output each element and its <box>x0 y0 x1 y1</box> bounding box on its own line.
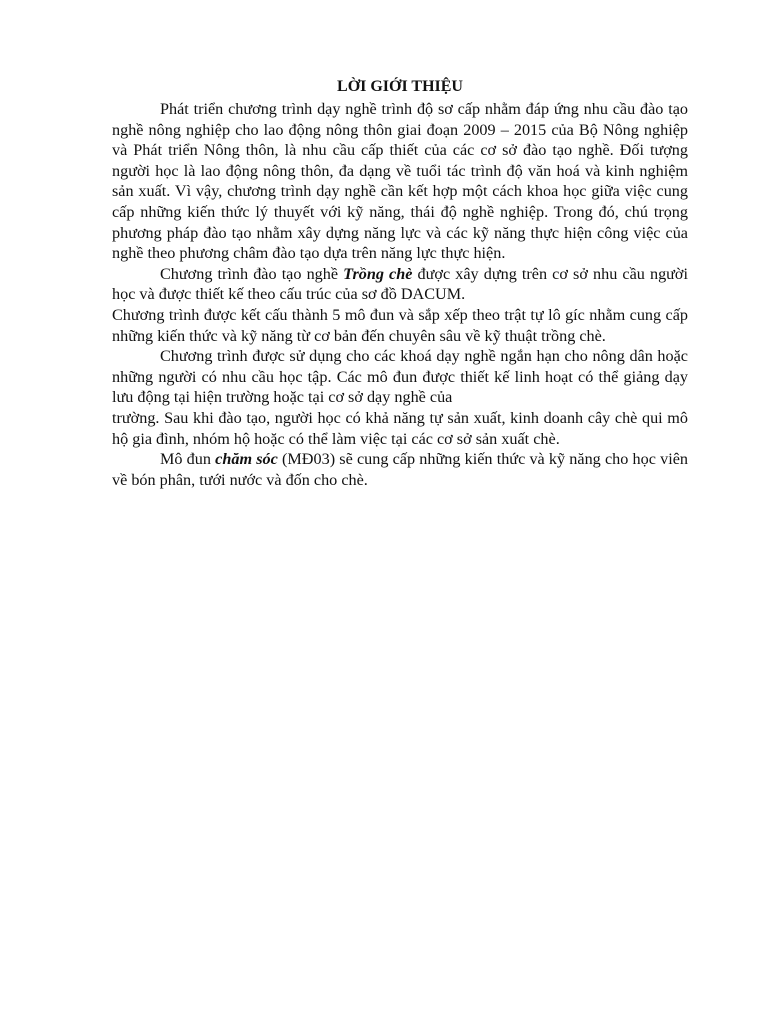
paragraph-program-text-before: Chương trình đào tạo nghề <box>160 264 344 283</box>
paragraph-program-text-after: được xây dựng trên cơ sở nhu cầu người học và được thiết kế theo cấu trúc của sơ đồ DACUM. <box>112 264 688 304</box>
document-title: LỜI GIỚI THIỆU <box>337 78 463 95</box>
paragraph-program <box>112 264 688 305</box>
document-page <box>112 76 688 490</box>
paragraph-usage-continued: trường. Sau khi đào tạo, người học có khả năng tự sản xuất, kinh doanh cây chè qui mô hộ gia đình, nhóm hộ hoặc có thể làm việc tại các cơ sở sản xuất chè. <box>112 408 688 448</box>
paragraph-module <box>112 449 688 490</box>
paragraph-usage: Chương trình được sử dụng cho các khoá dạy nghề ngắn hạn cho nông dân hoặc những người có nhu cầu học tập. Các mô đun được thiết kế linh hoạt có thể giảng dạy lưu động tại hiện trường hoặc tại cơ sở dạy nghề của <box>112 347 688 407</box>
paragraph-module-text-after: (MĐ03) sẽ cung cấp những kiến thức và kỹ năng cho học viên về bón phân, tưới nước và đốn cho chè. <box>112 450 688 489</box>
paragraph-structure: Chương trình được kết cấu thành 5 mô đun và sắp xếp theo trật tự lô gíc nhằm cung cấp những kiến thức và kỹ năng từ cơ bản đến chuyên sâu về kỹ thuật trồng chè. <box>112 305 688 345</box>
paragraph-module-text-before: Mô đun <box>160 450 216 469</box>
paragraph-intro: Phát triển chương trình dạy nghề trình độ sơ cấp nhằm đáp ứng nhu cầu đào tạo nghề nông nghiệp cho lao động nông thôn giai đoạn 2009 – 2015 của Bộ Nông nghiệp và Phát triển Nông thôn, là nhu cầu cấp thiết của các cơ sở đào tạo nghề. Đối tượng người học là lao động nông thôn, đa dạng về tuổi tác trình độ văn hoá và kinh nghiệm sản xuất. Vì vậy, chương trình dạy nghề cần kết hợp một cách khoa học giữa việc cung cấp những kiến thức lý thuyết với kỹ năng, thái độ nghề nghiệp. Trong đó, chú trọng phương pháp đào tạo nhằm xây dựng năng lực và các kỹ năng thực hiện công việc của nghề theo phương châm đào tạo dựa trên năng lực thực hiện. <box>112 100 688 263</box>
program-name-emphasis: Trồng chè <box>343 264 413 283</box>
module-name-emphasis: chăm sóc <box>215 450 278 469</box>
